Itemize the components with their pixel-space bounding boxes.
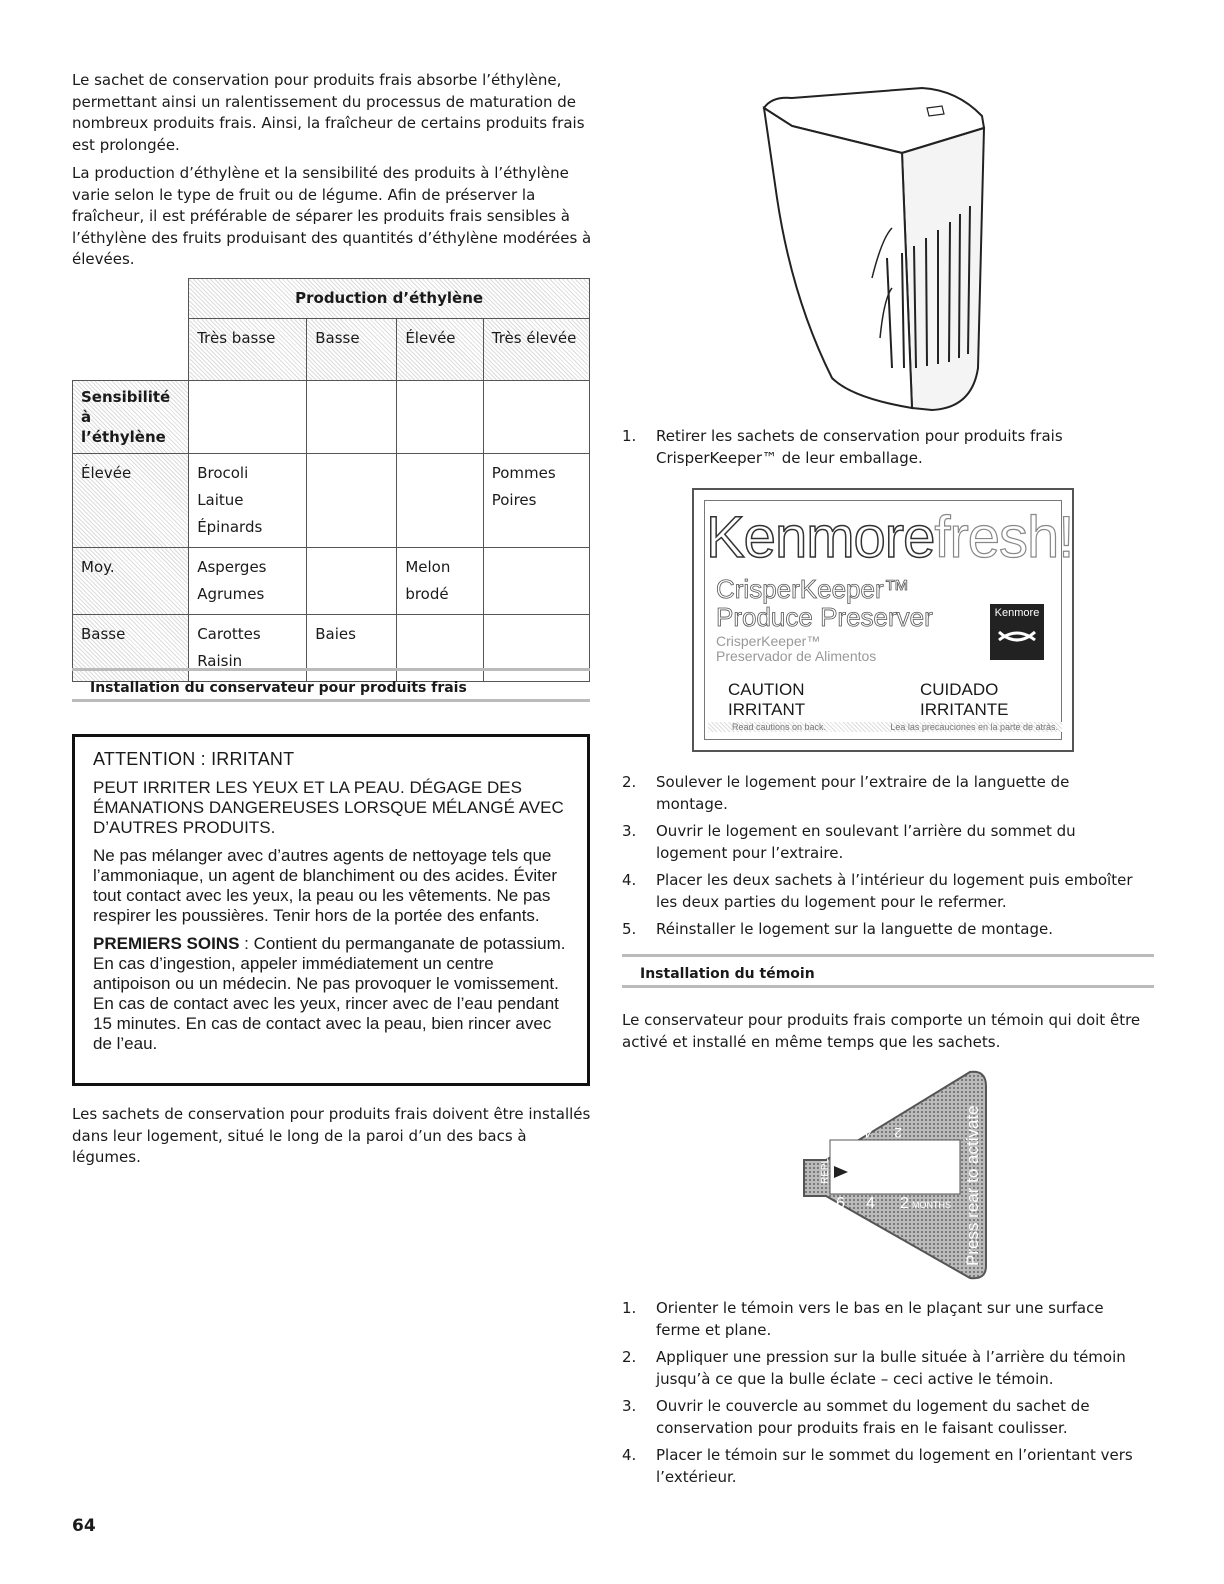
row-label-basse: Basse xyxy=(73,615,189,682)
svg-text:4: 4 xyxy=(864,1125,872,1141)
table-cell: Pommes Poires xyxy=(483,454,589,548)
list-item xyxy=(622,1347,1142,1390)
package-line-1: CrisperKeeper™ xyxy=(716,574,910,604)
freshness-indicator-illustration xyxy=(800,1066,990,1284)
package-label-illustration xyxy=(692,488,1074,752)
crisper-keeper-housing-illustration xyxy=(752,78,1002,418)
irritante-label: IRRITANTE xyxy=(920,700,1009,719)
step-number: 1. xyxy=(622,1299,637,1317)
step-text: Ouvrir le logement en soulevant l’arrière du sommet du logement pour l’extraire. xyxy=(656,822,1076,862)
package-line-3: CrisperKeeper™ xyxy=(716,633,821,649)
replace-label: REPLACE xyxy=(820,1137,831,1184)
table-cell: Carottes Raisin xyxy=(189,615,307,682)
warning-title: ATTENTION : IRRITANT xyxy=(93,749,295,769)
intro-paragraph-1: Le sachet de conservation pour produits frais absorbe l’éthylène, permettant ainsi un ralentissement du processus de maturation de nombreux produits frais. Ainsi, la fraîcheur de certains produits frais est prolongée. xyxy=(72,71,585,154)
step-text: Retirer les sachets de conservation pour produits frais CrisperKeeper™ de leur emballage. xyxy=(656,427,1063,467)
step-text: Orienter le témoin vers le bas en le plaçant sur une surface ferme et plane. xyxy=(656,1299,1104,1339)
brand-kenmore: Kenmore xyxy=(706,505,935,570)
col-basse: Basse xyxy=(307,319,397,381)
step-text: Placer le témoin sur le sommet du logement en l’orientant vers l’extérieur. xyxy=(656,1446,1133,1486)
list-item xyxy=(622,870,1142,913)
package-line-2: Produce Preserver xyxy=(716,602,933,632)
step-text: Placer les deux sachets à l’intérieur du logement puis emboîter les deux parties du logement pour le refermer. xyxy=(656,871,1133,911)
steps-b xyxy=(622,772,1142,947)
step-text: Réinstaller le logement sur la languette de montage. xyxy=(656,920,1053,938)
warning-paragraph-2: Ne pas mélanger avec d’autres agents de nettoyage tels que l’ammoniaque, un agent de blanchiment ou des acides. Éviter tout contact avec les yeux, la peau ou les vêtements. Ne pas respirer les poussières. Tenir hors de la portée des enfants. xyxy=(93,846,558,925)
list-item xyxy=(622,919,1142,941)
step-number: 3. xyxy=(622,1397,637,1415)
list-item xyxy=(622,426,1142,469)
list-item xyxy=(622,1396,1142,1439)
svg-text:2: 2 xyxy=(894,1125,902,1141)
press-rear-label: Press rear to activate xyxy=(963,1105,982,1266)
after-warning-paragraph: Les sachets de conservation pour produits frais doivent être installés dans leur logement, situé le long de la paroi d’un des bacs à légumes. xyxy=(72,1105,591,1166)
months-6: 6 xyxy=(836,1195,845,1212)
package-line-4: Preservador de Alimentos xyxy=(716,648,877,664)
brand-fresh: fresh! xyxy=(934,505,1074,570)
step-number: 4. xyxy=(622,871,637,889)
kenmore-logo-text: Kenmore xyxy=(994,607,1040,619)
section-title-installation-temoin: Installation du témoin xyxy=(622,954,1154,988)
months-4: 4 xyxy=(866,1195,875,1212)
list-item xyxy=(622,772,1142,815)
step-number: 5. xyxy=(622,920,637,938)
indicator-intro-paragraph: Le conservateur pour produits frais comporte un témoin qui doit être activé et installé en même temps que les sachets. xyxy=(622,1011,1141,1051)
months-label: MONTHS xyxy=(912,1200,951,1210)
step-number: 1. xyxy=(622,427,637,445)
col-elevee: Élevée xyxy=(397,319,483,381)
step-text: Soulever le logement pour l’extraire de la languette de montage. xyxy=(656,773,1070,813)
read-cautions-text: Read cautions on back. xyxy=(732,722,827,732)
step-number: 2. xyxy=(622,773,637,791)
steps-c xyxy=(622,1298,1142,1494)
first-aid-label: PREMIERS SOINS xyxy=(93,934,240,953)
irritant-label: IRRITANT xyxy=(728,700,806,719)
row-label-moy: Moy. xyxy=(73,548,189,615)
list-item xyxy=(622,1445,1142,1488)
table-cell: Brocoli Laitue Épinards xyxy=(189,454,307,548)
step-text: Appliquer une pression sur la bulle située à l’arrière du témoin jusqu’à ce que la bulle éclate – ceci active le témoin. xyxy=(656,1348,1126,1388)
table-cell: Baies xyxy=(307,615,397,682)
step-number: 4. xyxy=(622,1446,637,1464)
table-cell: Asperges Agrumes xyxy=(189,548,307,615)
list-item xyxy=(622,1298,1142,1341)
table-cell: Melon brodé xyxy=(397,548,483,615)
warning-paragraph-1: PEUT IRRITER LES YEUX ET LA PEAU. DÉGAGE DES ÉMANATIONS DANGEREUSES LORSQUE MÉLANGÉ AVEC D’AUTRES PRODUITS. xyxy=(93,778,564,837)
first-aid-text: : Contient du permanganate de potassium. En cas d’ingestion, appeler immédiatement un centre antipoison ou un médecin. Ne pas provoquer le vomissement. En cas de contact avec les yeux, rincer avec de l’eau pendant 15 minutes. En cas de contact avec la peau, bien rincer avec de l’eau. xyxy=(93,934,566,1053)
list-item xyxy=(622,821,1142,864)
months-2: 2 xyxy=(900,1195,909,1212)
warning-box xyxy=(72,734,590,1086)
kenmore-logo-badge xyxy=(990,604,1044,660)
wave-icon xyxy=(997,626,1037,646)
step-text: Ouvrir le couvercle au sommet du logement du sachet de conservation pour produits frais en le faisant coulisser. xyxy=(656,1397,1090,1437)
cuidado-label: CUIDADO xyxy=(920,680,999,699)
section-title-installation-conservateur: Installation du conservateur pour produits frais xyxy=(72,668,590,702)
col-tres-basse: Très basse xyxy=(189,319,307,381)
lea-precauciones-text: Lea las precauciones en la parte de atrás. xyxy=(890,722,1058,732)
page-number: 64 xyxy=(72,1516,96,1536)
warning-paragraph-3 xyxy=(93,934,569,1054)
steps-a xyxy=(622,426,1142,475)
production-header: Production d’éthylène xyxy=(189,279,590,319)
row-label-elevee: Élevée xyxy=(73,454,189,548)
ethylene-table xyxy=(72,278,590,682)
col-tres-elevee: Très élevée xyxy=(483,319,589,381)
sensitivity-header: Sensibilité à l’éthylène xyxy=(73,381,189,454)
caution-label: CAUTION xyxy=(728,680,805,699)
intro-paragraph-2: La production d’éthylène et la sensibilité des produits à l’éthylène varie selon le type de fruit ou de légume. Afin de préserver la fraîcheur, il est préférable de séparer les produits frais sensibles à l’éthylène des fruits produisant des quantités d’éthylène modérées à élevées. xyxy=(72,164,592,268)
svg-text:6: 6 xyxy=(840,1125,848,1141)
step-number: 2. xyxy=(622,1348,637,1366)
step-number: 3. xyxy=(622,822,637,840)
